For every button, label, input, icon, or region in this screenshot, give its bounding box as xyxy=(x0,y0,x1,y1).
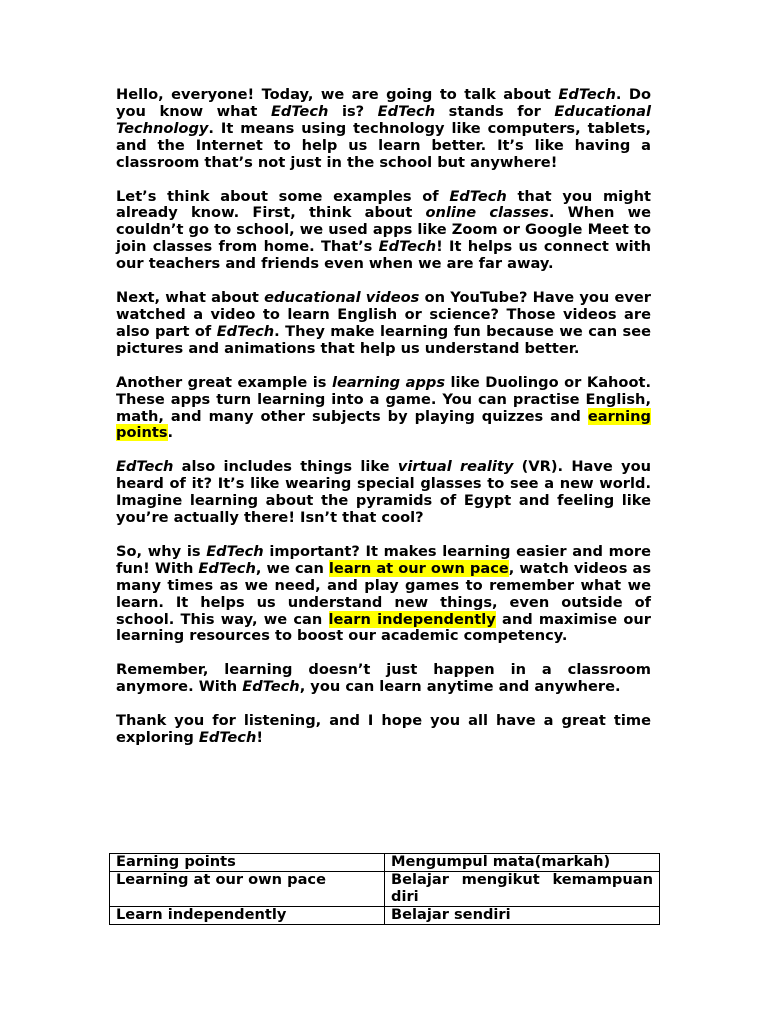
text-run: . When we couldn’t go to school, we used apps like Zoom or Google Meet to join classes from home. That’s xyxy=(116,204,651,256)
text-run: Let’s think about some examples of xyxy=(116,187,450,205)
italic-term: EdTech xyxy=(449,187,507,205)
english-term: Learning at our own pace xyxy=(110,871,385,906)
paragraph-remember xyxy=(116,662,651,696)
text-run: . They make learning fun because we can see pictures and animations that help us understand better. xyxy=(116,322,651,357)
text-run: ! It helps us connect with our teachers and friends even when we are far away. xyxy=(116,238,652,273)
italic-term: EdTech xyxy=(242,678,300,696)
table-row xyxy=(110,906,660,924)
text-run: Remember, learning doesn’t just happen in a classroom anymore. With xyxy=(116,661,651,696)
text-run: Thank you for listening, and I hope you all have a great time exploring xyxy=(116,712,651,747)
text-run: is? xyxy=(328,102,378,120)
italic-term: EdTech xyxy=(116,458,174,476)
text-run: , we can xyxy=(255,559,329,577)
italic-term: virtual reality xyxy=(397,458,514,476)
english-term: Learn independently xyxy=(110,906,385,924)
text-run: . It means using technology like computers, tablets, and the Internet to help us learn better. It’s like having a classroom that’s not just in the school but anywhere! xyxy=(116,119,651,171)
malay-translation: Mengumpul mata(markah) xyxy=(385,854,660,872)
text-run: also includes things like xyxy=(173,458,398,476)
paragraph-closing xyxy=(116,713,651,747)
malay-translation: Belajar mengikut kemampuan diri xyxy=(385,871,660,906)
italic-term: EdTech xyxy=(198,729,257,747)
text-run: (VR). Have you heard of it? It’s like wearing special glasses to see a new world. Imagine learning about the pyramids of Egypt and feeling like you’re actually there! Isn’t that cool? xyxy=(116,458,651,527)
paragraph-learning-apps xyxy=(116,375,651,443)
text-run: , you can learn anytime and anywhere. xyxy=(299,678,621,696)
italic-term: EdTech xyxy=(377,102,436,120)
text-run: . Do you know what xyxy=(116,86,651,120)
italic-term: Educational Technology xyxy=(116,102,651,137)
text-run: like Duolingo or Kahoot. These apps turn learning into a game. You can practise English, math, and many other subjects by playing quizzes and xyxy=(116,373,651,425)
text-run: that you might already know. First, think about xyxy=(116,187,651,222)
text-run: Next, what about xyxy=(116,289,265,307)
italic-term: EdTech xyxy=(270,102,329,120)
paragraph-intro xyxy=(116,87,651,172)
text-run: So, why is xyxy=(116,542,207,560)
text-run: Another great example is xyxy=(116,373,332,391)
text-run: Hello, everyone! Today, we are going to talk about xyxy=(116,86,559,103)
highlighted-phrase: earning points xyxy=(116,407,651,442)
italic-term: learning apps xyxy=(331,373,446,391)
highlighted-phrase: learn at our own pace xyxy=(328,559,509,577)
table-row xyxy=(110,871,660,906)
table-row xyxy=(110,854,660,872)
highlighted-phrase: learn independently xyxy=(328,610,496,628)
paragraph-importance xyxy=(116,544,651,645)
text-run: ! xyxy=(256,729,263,747)
italic-term: educational videos xyxy=(264,289,420,307)
italic-term: online classes xyxy=(425,204,549,222)
text-run: and maximise our learning resources to boost our academic competency. xyxy=(116,610,651,645)
italic-term: EdTech xyxy=(378,238,437,256)
paragraph-virtual-reality xyxy=(116,459,651,527)
italic-term: EdTech xyxy=(216,322,275,340)
paragraph-online-classes xyxy=(116,189,651,274)
text-run: , watch videos as many times as we need, and play games to remember what we learn. It helps us understand new things, even outside of school. This way, we can xyxy=(116,559,652,628)
text-run: important? It makes learning easier and more fun! With xyxy=(116,542,652,577)
italic-term: EdTech xyxy=(558,86,616,103)
vocabulary-table xyxy=(109,853,660,925)
text-run: . xyxy=(167,424,174,442)
text-run: stands for xyxy=(435,102,555,120)
italic-term: EdTech xyxy=(206,542,264,560)
english-term: Earning points xyxy=(110,854,385,872)
italic-term: EdTech xyxy=(198,559,256,577)
malay-translation: Belajar sendiri xyxy=(385,906,660,924)
speech-document xyxy=(116,87,651,764)
paragraph-educational-videos xyxy=(116,290,651,358)
text-run: on YouTube? Have you ever watched a video to learn English or science? Those videos are also part of xyxy=(116,289,651,340)
